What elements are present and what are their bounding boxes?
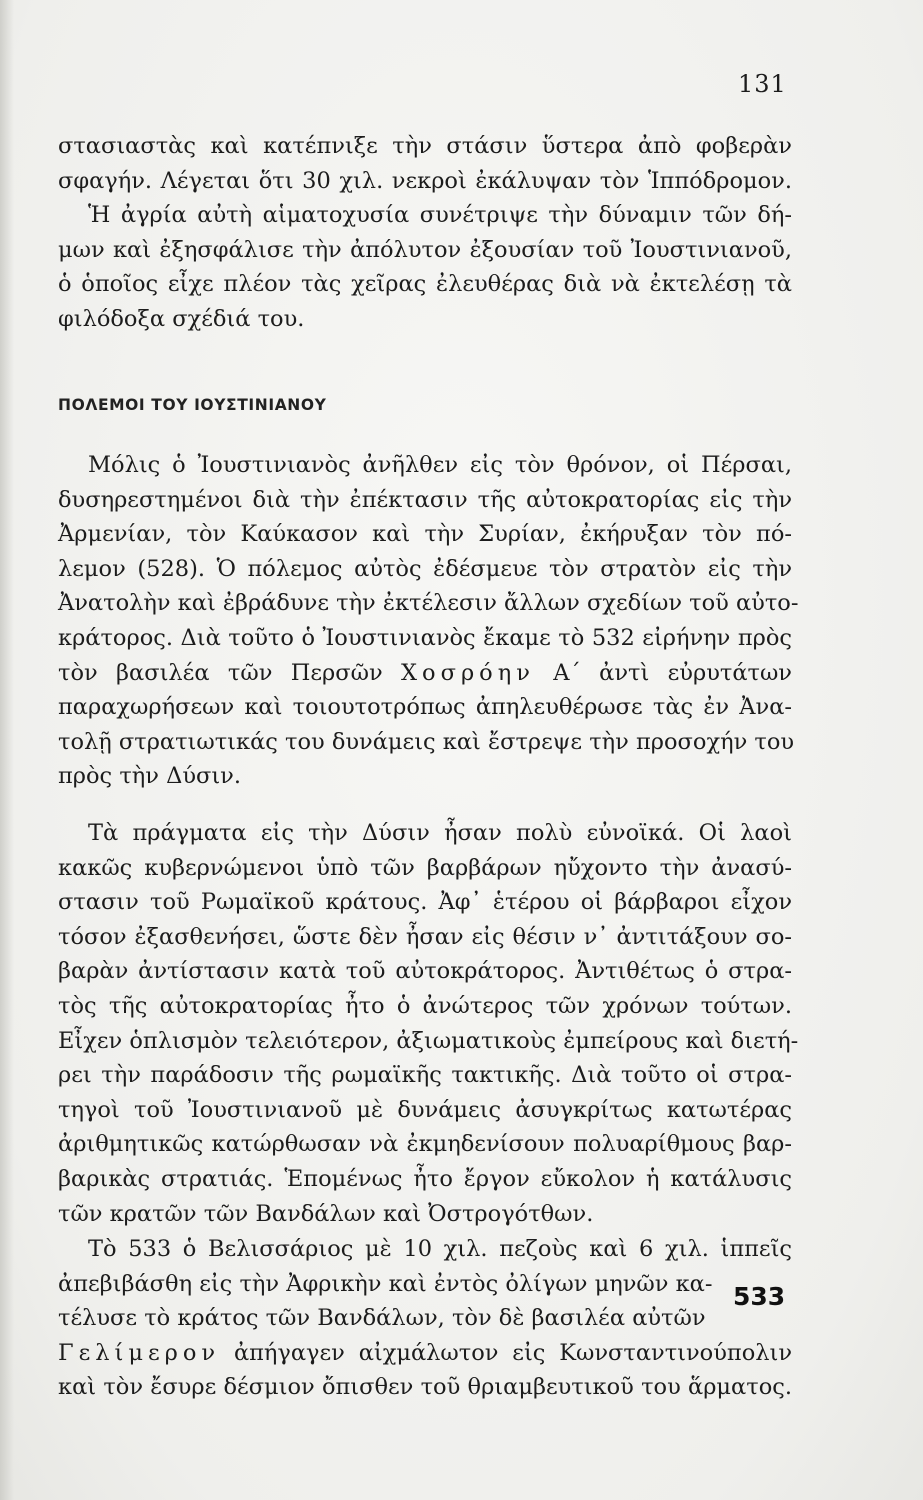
text-line: στασιαστὰς καὶ κατέπνιξε τὴν στάσιν ὕστερα ἀπὸ φοβερὰν <box>58 133 792 159</box>
text-line: κακῶς κυβερνώμενοι ὑπὸ τῶν βαρβάρων ηὔχοντο τὴν ἀνασύ- <box>58 854 792 881</box>
spaced-name: Γελίμερον <box>58 1339 221 1366</box>
text-line: ρει τὴν παράδοσιν τῆς ρωμαϊκῆς τακτικῆς. Διὰ τοῦτο οἱ στρα- <box>58 1062 792 1089</box>
text-line: σφαγήν. Λέγεται ὅτι 30 χιλ. νεκροὶ ἐκάλυψαν τὸν Ἱππόδρομον. <box>58 167 792 194</box>
text-line: τηγοὶ τοῦ Ἰουστινιανοῦ μὲ δυνάμεις ἀσυγκρίτως κατωτέρας <box>58 1096 792 1123</box>
section-heading: ΠΟΛΕΜΟΙ ΤΟΥ ΙΟΥΣΤΙΝΙΑΝΟΥ <box>58 396 327 414</box>
text-line: στασιν τοῦ Ρωμαϊκοῦ κράτους. Ἀφ᾽ ἑτέρου οἱ βάρβαροι εἶχον <box>58 889 792 916</box>
paragraph-nika-revolt <box>58 129 792 337</box>
text-line: Ἀρμενίαν, τὸν Καύκασον καὶ τὴν Συρίαν, ἐκήρυξαν τὸν πό- <box>58 521 792 548</box>
text-line-with-spaced-name <box>58 1336 792 1371</box>
text-line: πρὸς τὴν Δύσιν. <box>58 763 242 790</box>
text-line: βαρὰν ἀντίστασιν κατὰ τοῦ αὐτοκράτορος. Ἀντιθέτως ὁ στρα- <box>58 958 792 985</box>
text-line: Μόλις ὁ Ἰουστινιανὸς ἀνῆλθεν εἰς τὸν θρόνον, οἱ Πέρσαι, <box>88 452 792 478</box>
binding-shadow <box>0 0 14 1500</box>
margin-note-year: 533 <box>733 1282 786 1311</box>
text-line: τῶν κρατῶν τῶν Βανδάλων καὶ Ὀστρογότθων. <box>58 1200 594 1227</box>
text-line: τὸς τῆς αὐτοκρατορίας ἦτο ὁ ἀνώτερος τῶν χρόνων τούτων. <box>58 992 792 1019</box>
text-line: Εἶχεν ὁπλισμὸν τελειότερον, ἀξιωματικοὺς ἐμπείρους καὶ διετή- <box>58 1027 799 1054</box>
text-line: λεμον (528). Ὁ πόλεμος αὐτὸς ἐδέσμευε τὸν στρατὸν εἰς τὴν <box>58 555 792 582</box>
text-line-with-spaced-name <box>58 656 792 691</box>
text-line: παραχωρήσεων καὶ τοιουτοτρόπως ἀπηλευθέρωσε τὰς ἐν Ἀνα- <box>58 694 792 721</box>
text-segment: τὸν βασιλέα τῶν Περσῶν <box>58 659 383 686</box>
text-line: ἀριθμητικῶς κατώρθωσαν νὰ ἐκμηδενίσουν πολυαρίθμους βαρ- <box>58 1131 792 1158</box>
text-segment: ἀπήγαγεν αἰχμάλωτον εἰς Κωνσταντινούπολιν <box>233 1339 792 1366</box>
text-line: Ἡ ἀγρία αὐτὴ αἱματοχυσία συνέτριψε τὴν δύναμιν τῶν δή- <box>88 202 792 229</box>
text-line: δυσηρεστημένοι διὰ τὴν ἐπέκτασιν τῆς αὐτοκρατορίας εἰς τὴν <box>58 486 792 513</box>
page-number: 131 <box>738 70 787 98</box>
text-line: βαρικὰς στρατιάς. Ἑπομένως ἦτο ἔργον εὔκολον ἡ κατάλυσις <box>58 1165 792 1192</box>
text-line: Ἀνατολὴν καὶ ἐβράδυνε τὴν ἐκτέλεσιν ἄλλων σχεδίων τοῦ αὐτο- <box>58 590 799 617</box>
text-line: φιλόδοξα σχέδιά του. <box>58 305 305 332</box>
text-line: Τὸ 533 ὁ Βελισσάριος μὲ 10 χιλ. πεζοὺς καὶ 6 χιλ. ἱππεῖς <box>88 1236 792 1262</box>
spaced-name: Χοσρόην <box>401 659 535 686</box>
text-line: τέλυσε τὸ κράτος τῶν Βανδάλων, τὸν δὲ βασιλέα αὐτῶν <box>58 1305 706 1332</box>
paragraph-west-situation <box>58 816 799 1231</box>
text-line: κράτορος. Διὰ τοῦτο ὁ Ἰουστινιανὸς ἔκαμε τὸ 532 εἰρήνην πρὸς <box>58 624 792 651</box>
text-line: ὁ ὁποῖος εἶχε πλέον τὰς χεῖρας ἐλευθέρας διὰ νὰ ἐκτελέσῃ τὰ <box>58 271 792 298</box>
text-segment: Α΄ ἀντὶ εὐρυτάτων <box>553 659 792 686</box>
text-line: καὶ τὸν ἔσυρε δέσμιον ὄπισθεν τοῦ θριαμβευτικοῦ του ἅρματος. <box>58 1374 792 1401</box>
paragraph-vandal-war <box>58 1232 792 1405</box>
text-line: Τὰ πράγματα εἰς τὴν Δύσιν ἦσαν πολὺ εὐνοϊκά. Οἱ λαοὶ <box>88 820 792 846</box>
text-line: ἀπεβιβάσθη εἰς τὴν Ἀφρικὴν καὶ ἐντὸς ὀλίγων μηνῶν κα- <box>58 1270 713 1297</box>
text-line: μων καὶ ἐξησφάλισε τὴν ἀπόλυτον ἐξουσίαν τοῦ Ἰουστινιανοῦ, <box>58 236 792 263</box>
paragraph-persian-war <box>58 448 799 794</box>
text-line: τόσον ἐξασθενήσει, ὥστε δὲν ἦσαν εἰς θέσιν ν᾽ ἀντιτάξουν σο- <box>58 923 792 950</box>
text-line: τολῇ στρατιωτικάς του δυνάμεις καὶ ἔστρεψε τὴν προσοχήν του <box>58 728 795 755</box>
